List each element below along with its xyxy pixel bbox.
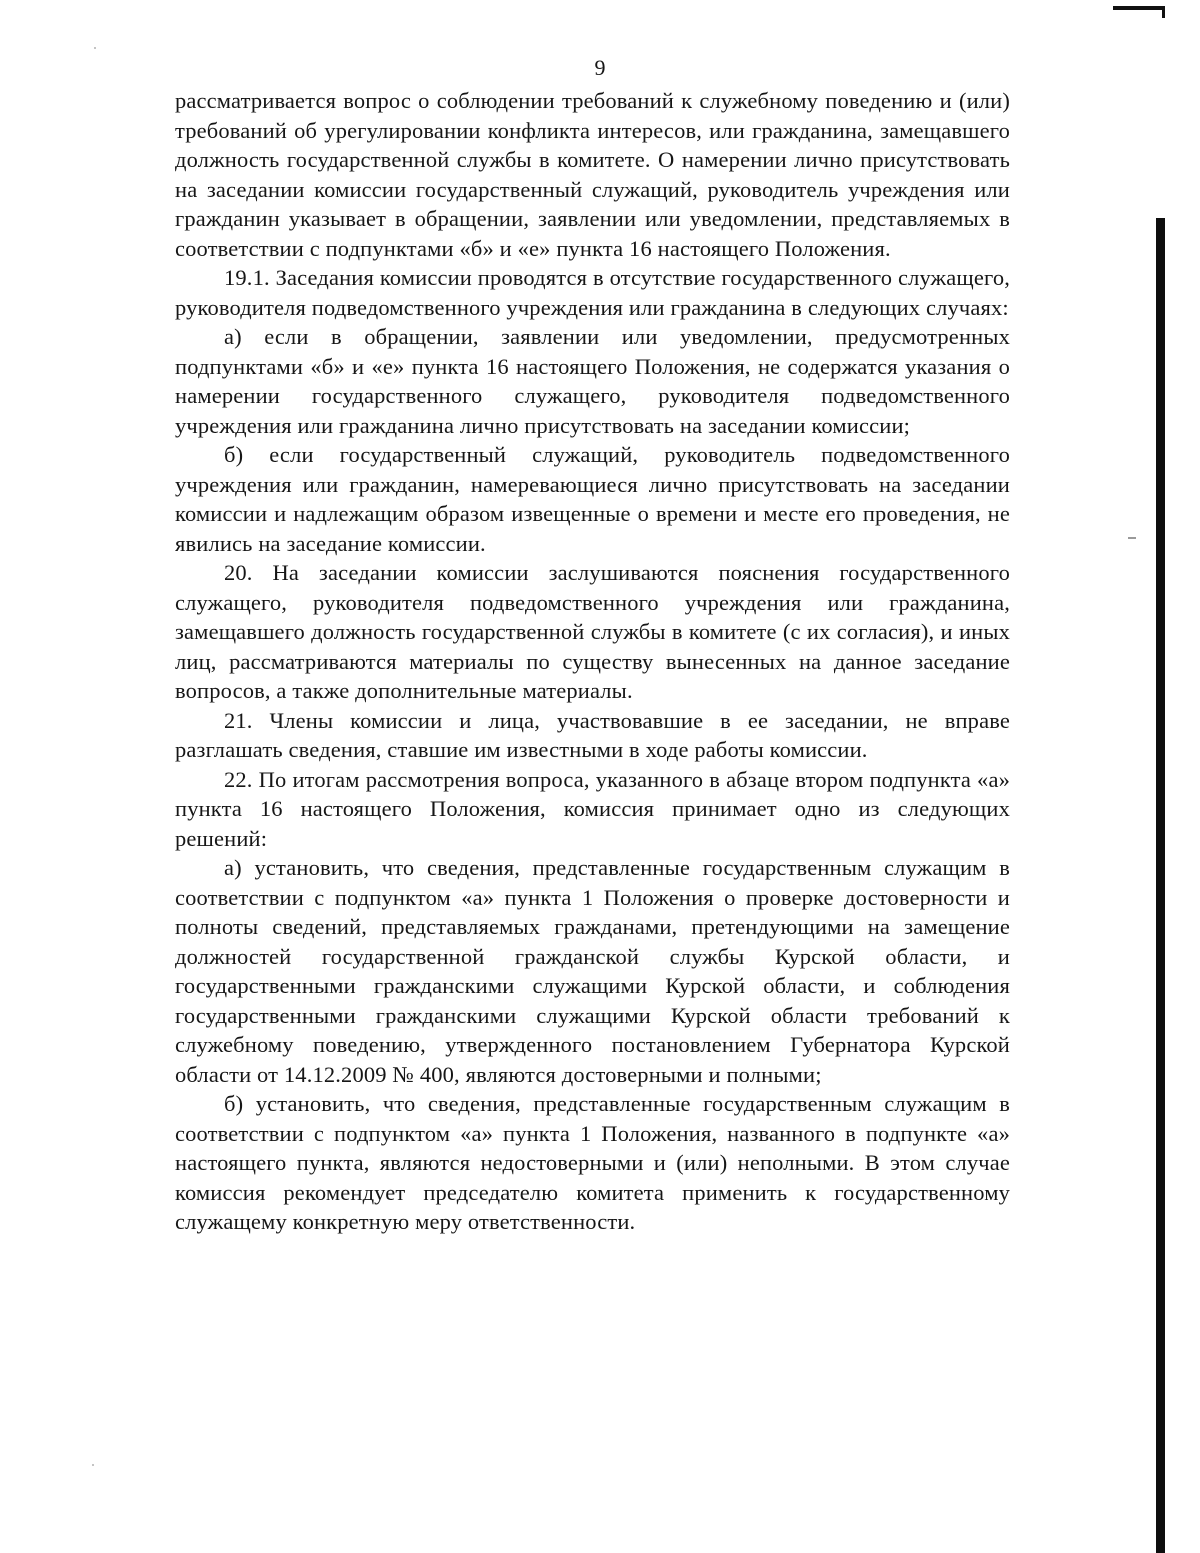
paragraph-19-1-a: а) если в обращении, заявлении или уведомлении, предусмотренных подпунктами «б» и «е» пункта 16 настоящего Положения, не содержатся указания о намерении государственного служащего, руководителя подведомственного учреждения или гражданина лично присутствовать на заседании комиссии; [175,324,1010,438]
paragraph-22-a: а) установить, что сведения, представленные государственным служащим в соответствии с подпунктом «а» пункта 1 Положения о проверке достоверности и полноты сведений, представляемых гражданами, претендующими на замещение должностей государственной гражданской службы Курской области, и государственными гражданскими служащими Курской области, и соблюдения государственными гражданскими служащими Курской области требований к служебному поведению, утвержденного постановлением Губернатора Курской области от 14.12.2009 № 400, являются достоверными и полными; [175,855,1010,1087]
document-body [175,86,1010,1237]
scan-speck [92,1464,94,1466]
paragraph-continuation: рассматривается вопрос о соблюдении требований к служебному поведению и (или) требований об урегулировании конфликта интересов, или гражданина, замещавшего должность государственной службы в комитете. О намерении лично присутствовать на заседании комиссии государственный служащий, руководитель учреждения или гражданин указывает в обращении, заявлении или уведомлении, представляемых в соответствии с подпунктами «б» и «е» пункта 16 настоящего Положения. [175,88,1010,261]
paragraph-21: 21. Члены комиссии и лица, участвовавшие в ее заседании, не вправе разглашать сведения, ставшие им известными в ходе работы комиссии. [175,707,1010,762]
scan-speck [94,47,96,49]
scan-speck [1128,537,1136,539]
scan-edge-mark-right [1156,218,1165,1553]
scan-edge-mark-top [1113,6,1163,10]
page-number: 9 [594,55,606,80]
paragraph-20: 20. На заседании комиссии заслушиваются пояснения государственного служащего, руководителя подведомственного учреждения или гражданина, замещавшего должность государственной службы в комитете (с их согласия), и иных лиц, рассматриваются материалы по существу вынесенных на данное заседание вопросов, а также дополнительные материалы. [175,560,1010,703]
paragraph-19-1-b: б) если государственный служащий, руководитель подведомственного учреждения или гражданин, намеревающиеся лично присутствовать на заседании комиссии и надлежащим образом извещенные о времени и месте его проведения, не явились на заседание комиссии. [175,442,1010,556]
paragraph-22-b: б) установить, что сведения, представленные государственным служащим в соответствии с подпунктом «а» пункта 1 Положения, названного в подпункте «а» настоящего пункта, являются недостоверными и (или) неполными. В этом случае комиссия рекомендует председателю комитета применить к государственному служащему конкретную меру ответственности. [175,1091,1010,1234]
paragraph-22: 22. По итогам рассмотрения вопроса, указанного в абзаце втором подпункта «а» пункта 16 настоящего Положения, комиссия принимает одно из следующих решений: [175,766,1010,851]
paragraph-19-1: 19.1. Заседания комиссии проводятся в отсутствие государственного служащего, руководителя подведомственного учреждения или гражданина в следующих случаях: [175,265,1010,320]
